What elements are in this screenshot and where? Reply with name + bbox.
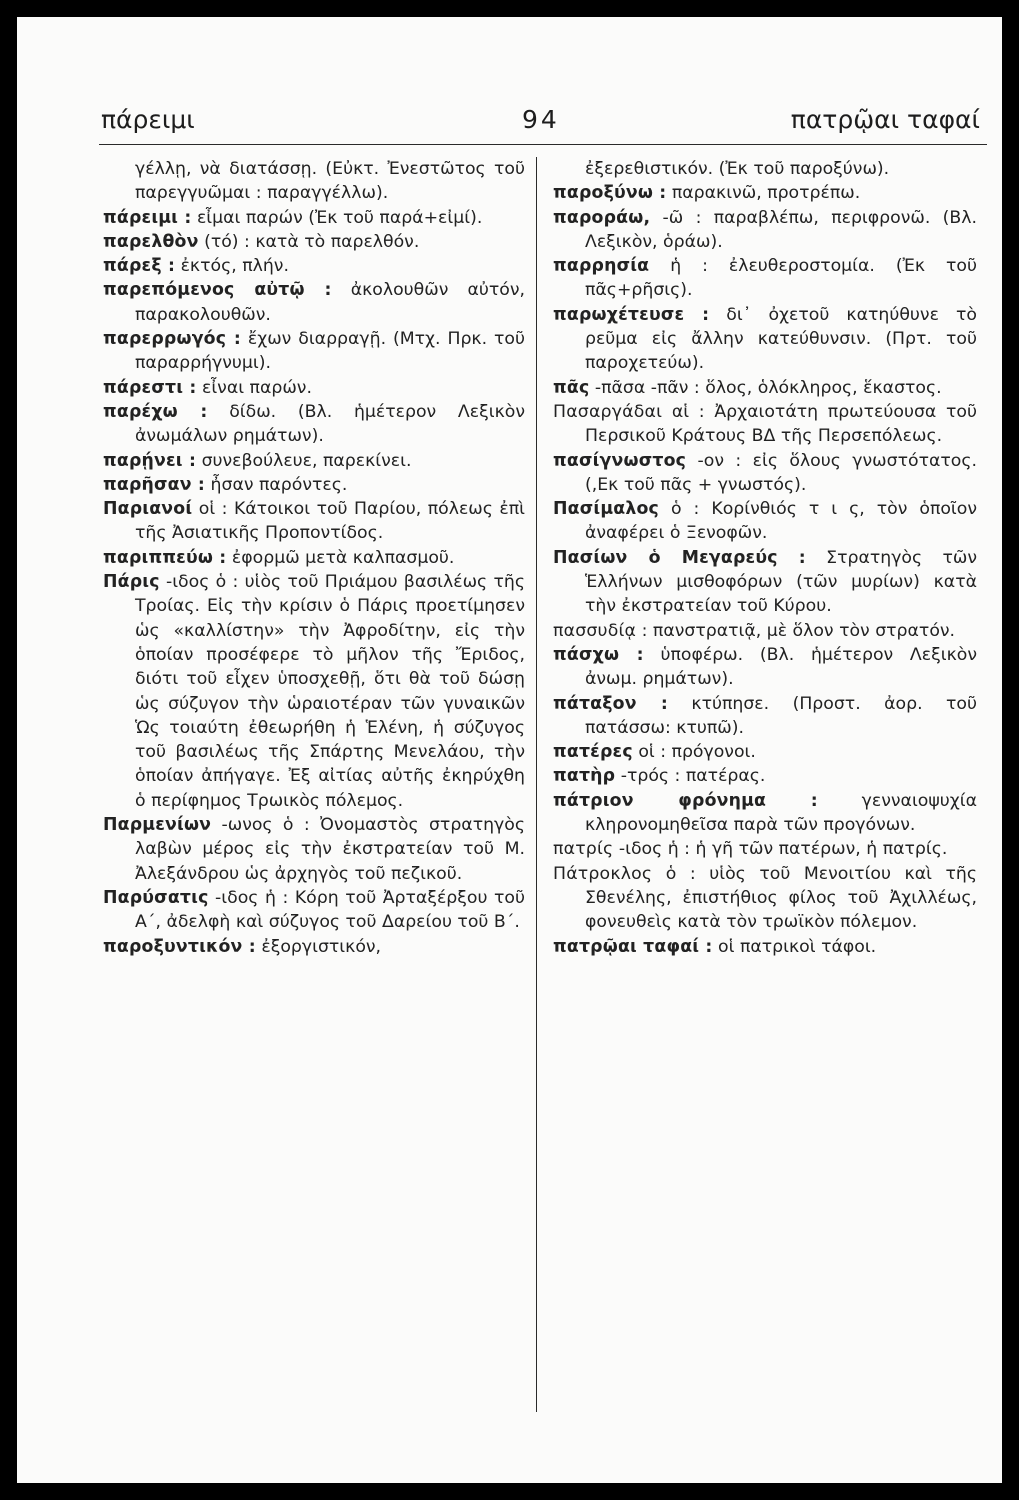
entry-headword: παρωχέτευσε : [553, 304, 710, 325]
entry-headword: Πάρις [103, 572, 160, 593]
entry-definition: εἶναι παρών. [196, 377, 312, 398]
entry-headword: Πάτροκλος [553, 863, 653, 884]
entry-headword: παρῄνει : [103, 450, 197, 471]
dictionary-entry [103, 327, 525, 376]
entry-definition: εἶμαι παρών (Ἐκ τοῦ παρά+εἰμί). [191, 207, 483, 228]
entry-definition: ἐφορμῶ μετὰ καλπασμοῦ. [226, 547, 455, 568]
entry-headword: Πασίων ὁ Μεγαρεύς : [553, 547, 806, 568]
entry-headword: Πασίμαλος [553, 499, 659, 520]
dictionary-entry [103, 546, 525, 570]
entry-headword: πάρειμι : [103, 207, 192, 228]
dictionary-entry [553, 376, 977, 400]
entry-headword: παρελθὸν [103, 231, 199, 252]
dictionary-entry [103, 157, 525, 206]
entry-headword: παροξύνω : [553, 183, 667, 204]
dictionary-entry [103, 376, 525, 400]
entry-definition: ἡ : ἐλευθεροστομία. (Ἐκ τοῦ πᾶς+ρῆσις). [585, 256, 977, 301]
dictionary-entry [553, 764, 977, 788]
dictionary-entry [553, 740, 977, 764]
header-first-word: πάρειμι [101, 105, 195, 134]
entry-definition: -ῶ : παραβλέπω, περιφρονῶ. (Βλ. Λεξικὸν, ὁράω). [585, 207, 977, 252]
dictionary-entry [553, 254, 977, 303]
entry-definition: : πανστρατιᾷ, μὲ ὅλον τὸν στρατόν. [636, 620, 956, 641]
dictionary-entry [103, 497, 525, 546]
dictionary-entry [103, 449, 525, 473]
entry-definition: ὑποφέρω. (Βλ. ἡμέτερον Λεξικὸν ἀνωμ. ρημάτων). [585, 644, 977, 690]
entry-definition: γενναιοψυχία κληρονομηθεῖσα παρὰ τῶν προγόνων. [585, 790, 977, 836]
entry-headword: παρέχω : [103, 401, 208, 422]
dictionary-entry [103, 400, 525, 449]
entry-headword: πατρίς [553, 839, 614, 860]
entry-headword: πατρῷαι ταφαί : [553, 936, 713, 957]
entry-definition: δίδω. (Βλ. ἡμέτερον Λεξικὸν ἀνωμάλων ρημάτων). [135, 401, 525, 447]
dictionary-entry [103, 935, 525, 959]
dictionary-entry [553, 449, 977, 498]
right-column [553, 157, 977, 959]
entry-headword: Πασαργάδαι [553, 401, 663, 422]
entry-headword: πᾶς [553, 377, 590, 398]
dictionary-entry [103, 473, 525, 497]
entry-definition: παρακινῶ, προτρέπω. [666, 183, 861, 204]
entry-definition: ὁ : υἱὸς τοῦ Μενοιτίου καὶ τῆς Σθενέλης, ἐπιστήθιος φίλος τοῦ Ἀχιλλέως, φονευθεὶς κατὰ τὸν τρωϊκὸν πόλεμον. [585, 863, 977, 933]
dictionary-entry [553, 157, 977, 181]
entry-definition: ἐκτός, πλήν. [175, 256, 289, 277]
entry-definition: κτύπησε. (Προστ. ἀορ. τοῦ πατάσσω: κτυπῶ). [585, 693, 977, 738]
entry-definition: δι᾽ ὀχετοῦ κατηύθυνε τὸ ρεῦμα εἰς ἄλλην κατεύθυνσιν. (Πρτ. τοῦ παροχετεύω). [585, 304, 977, 374]
entry-headword: Παρμενίων [103, 815, 212, 836]
header-last-word: πατρῷαι ταφαί [790, 105, 980, 134]
entry-definition: ἦσαν παρόντες. [205, 474, 348, 495]
dictionary-entry [103, 230, 525, 254]
entry-headword: πάρεστι : [103, 377, 197, 398]
entry-definition: οἱ : Κάτοικοι τοῦ Παρίου, πόλεως ἐπὶ τῆς Ἀσιατικῆς Προποντίδος. [135, 499, 525, 544]
entry-headword: παροράω, [553, 207, 651, 228]
entry-definition: συνεβούλευε, παρεκίνει. [196, 450, 412, 471]
entry-definition: ἀκολουθῶν αὐτόν, παρακολουθῶν. [135, 280, 525, 325]
entry-headword: παρρησία [553, 256, 650, 277]
dictionary-entry [553, 862, 977, 935]
entry-headword: παρῆσαν : [103, 474, 206, 495]
page-header [17, 105, 1002, 149]
entry-definition: ἐξοργιστικόν, [255, 936, 382, 957]
entry-definition: ἔχων διαρραγῇ. (Μτχ. Πρκ. τοῦ παραρρήγνυμι). [135, 329, 525, 374]
dictionary-entry [553, 546, 977, 619]
header-rule [99, 144, 987, 145]
dictionary-entry [553, 619, 977, 643]
entry-definition: -πᾶσα -πᾶν : ὅλος, ὁλόκληρος, ἕκαστος. [589, 377, 942, 398]
dictionary-entry [553, 643, 977, 692]
entry-definition: οἱ : πρόγονοι. [632, 742, 756, 763]
dictionary-entry [553, 400, 977, 449]
entry-definition: Στρατηγὸς τῶν Ἑλλήνων μισθοφόρων (τῶν μυρίων) κατὰ τὴν ἐκστρατείαν τοῦ Κύρου. [585, 547, 977, 617]
dictionary-entry [103, 206, 525, 230]
entry-definition: ὁ : Κορίνθιός τ ι ς, τὸν ὁποῖον ἀναφέρει ὁ Ξενοφῶν. [585, 499, 977, 544]
entry-headword: Παρύσατις [103, 887, 209, 908]
entry-headword: πατὴρ [553, 766, 616, 787]
entry-definition: -ιδος ἡ : ἡ γῆ τῶν πατέρων, ἡ πατρίς. [613, 839, 948, 860]
entry-definition: -ον : εἰς ὅλους γνωστότατος. (,Εκ τοῦ πᾶς + γνωστός). [585, 450, 977, 495]
dictionary-entry [103, 813, 525, 886]
dictionary-entry [553, 181, 977, 205]
dictionary-entry [553, 692, 977, 741]
left-column [103, 157, 525, 959]
entry-definition: οἱ πατρικοὶ τάφοι. [712, 936, 877, 957]
entry-definition: -ιδος ὁ : υἱὸς τοῦ Πριάμου βασιλέως τῆς Τροίας. Εἰς τὴν κρίσιν ὁ Πάρις προετίμησεν ὡς «καλλίστην» τὴν Ἀφροδίτην, εἰς τὴν ὁποίαν προσέφερε τὸ μῆλον τῆς Ἔριδος, διότι τοῦ εἶχεν ὑποσχεθῇ, ὅτι θὰ τοῦ δώσῃ ὡς σύζυγον τὴν ὡραιοτέραν τῶν γυναικῶν Ὡς τοιαύτη ἐθεωρήθη ἡ Ἑλένη, ἡ σύζυγος τοῦ βασιλέως τῆς Σπάρτης Μενελάου, τὴν ὁποίαν ἀπήγαγε. Ἐξ αἰτίας αὐτῆς ἐκηρύχθη ὁ περίφημος Τρωικὸς πόλεμος. [135, 572, 525, 811]
dictionary-entry [553, 837, 977, 861]
dictionary-entry [103, 886, 525, 935]
entry-headword: πάσχω : [553, 644, 644, 665]
entry-headword: πασίγνωστος [553, 450, 687, 471]
entry-definition: αἱ : Ἀρχαιοτάτη πρωτεύουσα τοῦ Περσικοῦ Κράτους ΒΔ τῆς Περσεπόλεως. [585, 401, 977, 447]
entry-definition: (τό) : κατὰ τὸ παρελθόν. [198, 231, 420, 252]
entry-definition: -τρός : πατέρας. [615, 766, 766, 787]
entry-headword: παρεπόμενος αὐτῷ : [103, 280, 332, 301]
entry-headword: πασσυδίᾳ [553, 620, 637, 641]
entry-headword: πάταξον : [553, 693, 668, 714]
entry-headword: παριππεύω : [103, 547, 227, 568]
entry-headword: πάτριον φρόνημα : [553, 790, 818, 811]
entry-definition: ἐξερεθιστικόν. (Ἐκ τοῦ παροξύνω). [585, 159, 890, 179]
entry-headword: παρερρωγός : [103, 329, 241, 350]
dictionary-entry [103, 278, 525, 327]
dictionary-entry [553, 303, 977, 376]
entry-definition: -ιδος ἡ : Κόρη τοῦ Ἀρταξέρξου τοῦ Α΄, ἀδελφὴ καὶ σύζυγος τοῦ Δαρείου τοῦ Β΄. [135, 887, 525, 933]
entry-definition: -ωνος ὁ : Ὀνομαστὸς στρατηγὸς λαβὼν μέρος εἰς τὴν ἐκστρατείαν τοῦ Μ. Ἀλεξάνδρου ὡς ἀρχηγὸς τοῦ πεζικοῦ. [135, 815, 525, 884]
entry-headword: Παριανοί [103, 499, 193, 520]
dictionary-entry [553, 206, 977, 255]
page-number: 94 [522, 105, 560, 134]
dictionary-entry [103, 254, 525, 278]
dictionary-entry [553, 789, 977, 838]
entry-definition: γέλλῃ, νὰ διατάσσῃ. (Εὐκτ. Ἐνεστῶτος τοῦ παρεγγυῶμαι : παραγγέλλω). [135, 159, 525, 204]
entry-headword: παροξυντικόν : [103, 936, 256, 957]
column-divider [536, 157, 537, 1412]
dictionary-page [17, 17, 1002, 1483]
entry-headword: πάρεξ : [103, 256, 176, 277]
dictionary-entry [553, 497, 977, 546]
dictionary-entry [553, 935, 977, 959]
dictionary-entry [103, 570, 525, 813]
entry-headword: πατέρες [553, 742, 633, 763]
